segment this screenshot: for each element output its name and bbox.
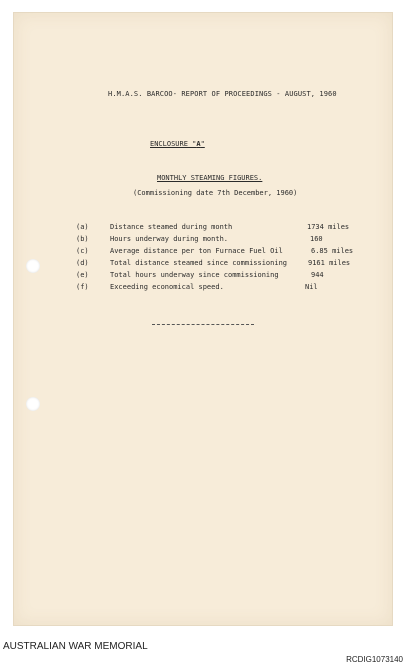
- row-label: (d): [76, 259, 89, 267]
- row-label: (b): [76, 235, 89, 243]
- document-page: [14, 13, 392, 625]
- row-description: Total distance steamed since commissioning: [110, 259, 288, 267]
- row-label: (e): [76, 271, 89, 279]
- punch-hole: [26, 397, 40, 411]
- row-description: Total hours underway since commissioning: [110, 271, 279, 279]
- enclosure-prefix: ENCLOSURE ": [150, 140, 197, 148]
- record-id: RCDIG1073140: [346, 655, 403, 664]
- report-header: H.M.A.S. BARCOO- REPORT OF PROCEEDINGS - AUGUST, 1960: [108, 90, 337, 98]
- punch-hole: [26, 259, 40, 273]
- end-divider: [152, 324, 254, 325]
- enclosure-suffix: ": [200, 140, 205, 148]
- row-value: Nil: [305, 283, 318, 291]
- row-value: 160: [310, 235, 323, 243]
- row-value: 9161 miles: [308, 259, 351, 267]
- commissioning-note: (Commissioning date 7th December, 1960): [133, 189, 298, 197]
- institution-label: AUSTRALIAN WAR MEMORIAL: [3, 641, 148, 652]
- row-value: 6.85 miles: [311, 247, 354, 255]
- section-title: MONTHLY STEAMING FIGURES.: [157, 174, 263, 182]
- row-description: Distance steamed during month: [110, 223, 233, 231]
- row-description: Exceeding economical speed.: [110, 283, 224, 291]
- row-value: 944: [311, 271, 324, 279]
- row-value: 1734 miles: [307, 223, 350, 231]
- row-description: Hours underway during month.: [110, 235, 229, 243]
- row-description: Average distance per ton Furnace Fuel Oil: [110, 247, 283, 255]
- row-label: (a): [76, 223, 89, 231]
- enclosure-title: [150, 140, 205, 149]
- enclosure-mark: A: [196, 140, 201, 148]
- row-label: (c): [76, 247, 89, 255]
- row-label: (f): [76, 283, 89, 291]
